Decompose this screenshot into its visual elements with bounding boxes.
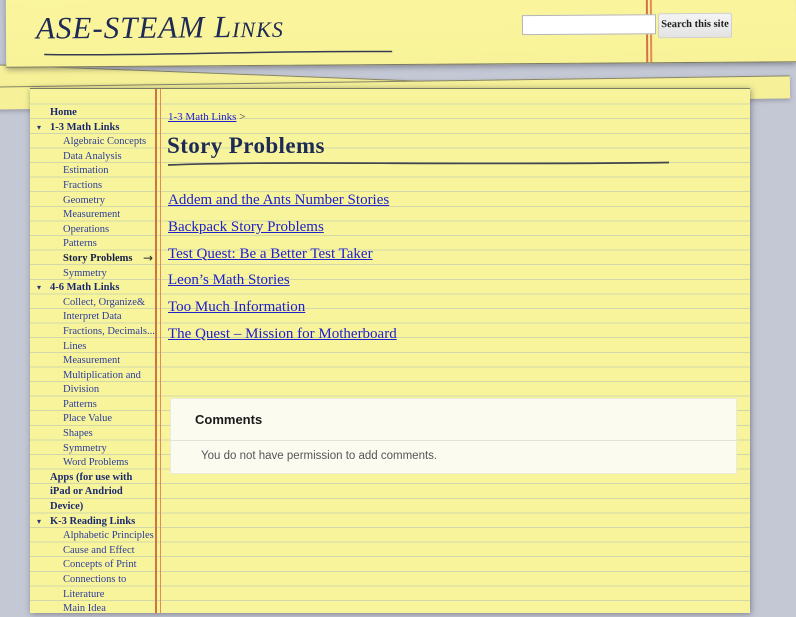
sidebar-item-shapes[interactable]: Shapes: [63, 428, 93, 440]
sidebar-item-symmetry[interactable]: Symmetry: [63, 267, 107, 279]
link-addem-and-the-ants-number-stories[interactable]: Addem and the Ants Number Stories: [168, 192, 390, 208]
sidebar-item-1-3-math-links[interactable]: ▾ 1-3 Math Links: [30, 121, 153, 136]
sidebar-item-patterns-4-6[interactable]: Patterns: [63, 398, 97, 410]
comments-title: Comments: [195, 412, 263, 427]
notepad-margin-line: [160, 89, 162, 613]
sidebar-item-home[interactable]: Home: [50, 107, 77, 118]
sidebar-item-story-problems[interactable]: Story Problems →: [63, 250, 153, 265]
sidebar-item-alphabetic-principles[interactable]: Alphabetic Principles: [63, 530, 154, 542]
sidebar-item-multiplication-and-division[interactable]: Multiplication and Division: [63, 369, 141, 396]
sidebar-item-main-idea[interactable]: Main Idea: [63, 603, 106, 615]
search-button[interactable]: Search this site: [658, 13, 732, 39]
main-sheet: [30, 88, 750, 613]
notepad-margin-line: [155, 89, 157, 613]
content-link-list: [168, 187, 397, 348]
current-page-arrow-icon: →: [142, 250, 153, 265]
sidebar-item-connections-to-literature[interactable]: Connections to Literature: [63, 574, 127, 600]
chevron-down-icon[interactable]: ▾: [37, 516, 42, 526]
header: [6, 0, 796, 68]
page-title: Story Problems: [167, 133, 325, 158]
breadcrumb: [168, 111, 245, 123]
chevron-down-icon[interactable]: ▾: [37, 283, 42, 293]
chevron-down-icon[interactable]: ▾: [37, 122, 42, 132]
comments-divider: [171, 440, 736, 441]
link-test-quest-be-a-better-test-taker[interactable]: Test Quest: Be a Better Test Taker: [168, 245, 373, 262]
sidebar-item-collect-organize-interpret-data[interactable]: Collect, Organize& Interpret Data: [63, 296, 146, 323]
sidebar-item-apps[interactable]: Apps (for use with iPad or Andriod Device): [50, 471, 133, 513]
sidebar-item-algebraic-concepts[interactable]: Algebraic Concepts: [63, 136, 147, 148]
sidebar-item-symmetry-4-6[interactable]: Symmetry: [63, 442, 107, 454]
link-leons-math-stories[interactable]: Leon’s Math Stories: [168, 272, 290, 289]
sidebar-item-4-6-math-links[interactable]: ▾ 4-6 Math Links: [30, 281, 153, 296]
sidebar-nav: [30, 106, 155, 617]
sidebar-item-concepts-of-print[interactable]: Concepts of Print: [63, 559, 137, 571]
link-backpack-story-problems[interactable]: Backpack Story Problems: [168, 218, 324, 235]
sidebar-item-lines[interactable]: Lines: [63, 340, 87, 352]
hand-drawn-underline: [42, 48, 394, 58]
breadcrumb-link[interactable]: 1-3 Math Links: [168, 111, 237, 123]
site-title: ASE-STEAM Links: [35, 8, 284, 46]
sidebar-item-operations[interactable]: Operations: [63, 223, 110, 235]
sidebar-item-measurement[interactable]: Measurement: [63, 209, 121, 221]
sidebar-item-cause-and-effect[interactable]: Cause and Effect: [63, 544, 135, 556]
sidebar-item-geometry[interactable]: Geometry: [63, 194, 105, 206]
comments-permission-text: You do not have permission to add comments.: [201, 450, 438, 462]
sidebar-item-measurement-4-6[interactable]: Measurement: [63, 355, 121, 367]
sidebar-item-fractions-decimals[interactable]: Fractions, Decimals...: [63, 325, 155, 337]
sidebar-item-estimation[interactable]: Estimation: [63, 165, 109, 177]
sidebar-item-patterns[interactable]: Patterns: [63, 238, 97, 250]
hand-drawn-underline: [166, 159, 671, 169]
link-the-quest-mission-for-motherboard[interactable]: The Quest – Mission for Motherboard: [168, 325, 397, 342]
comments-section: [170, 398, 737, 474]
sidebar-item-data-analysis[interactable]: Data Analysis: [63, 150, 122, 162]
link-too-much-information[interactable]: Too Much Information: [168, 299, 306, 316]
search-input[interactable]: [522, 14, 656, 35]
breadcrumb-separator: >: [239, 111, 246, 123]
sidebar-item-fractions[interactable]: Fractions: [63, 179, 103, 191]
sidebar-item-k-3-reading-links[interactable]: ▾ K-3 Reading Links: [30, 515, 153, 530]
sidebar-item-place-value[interactable]: Place Value: [63, 413, 113, 425]
sidebar-item-word-problems[interactable]: Word Problems: [63, 457, 129, 469]
